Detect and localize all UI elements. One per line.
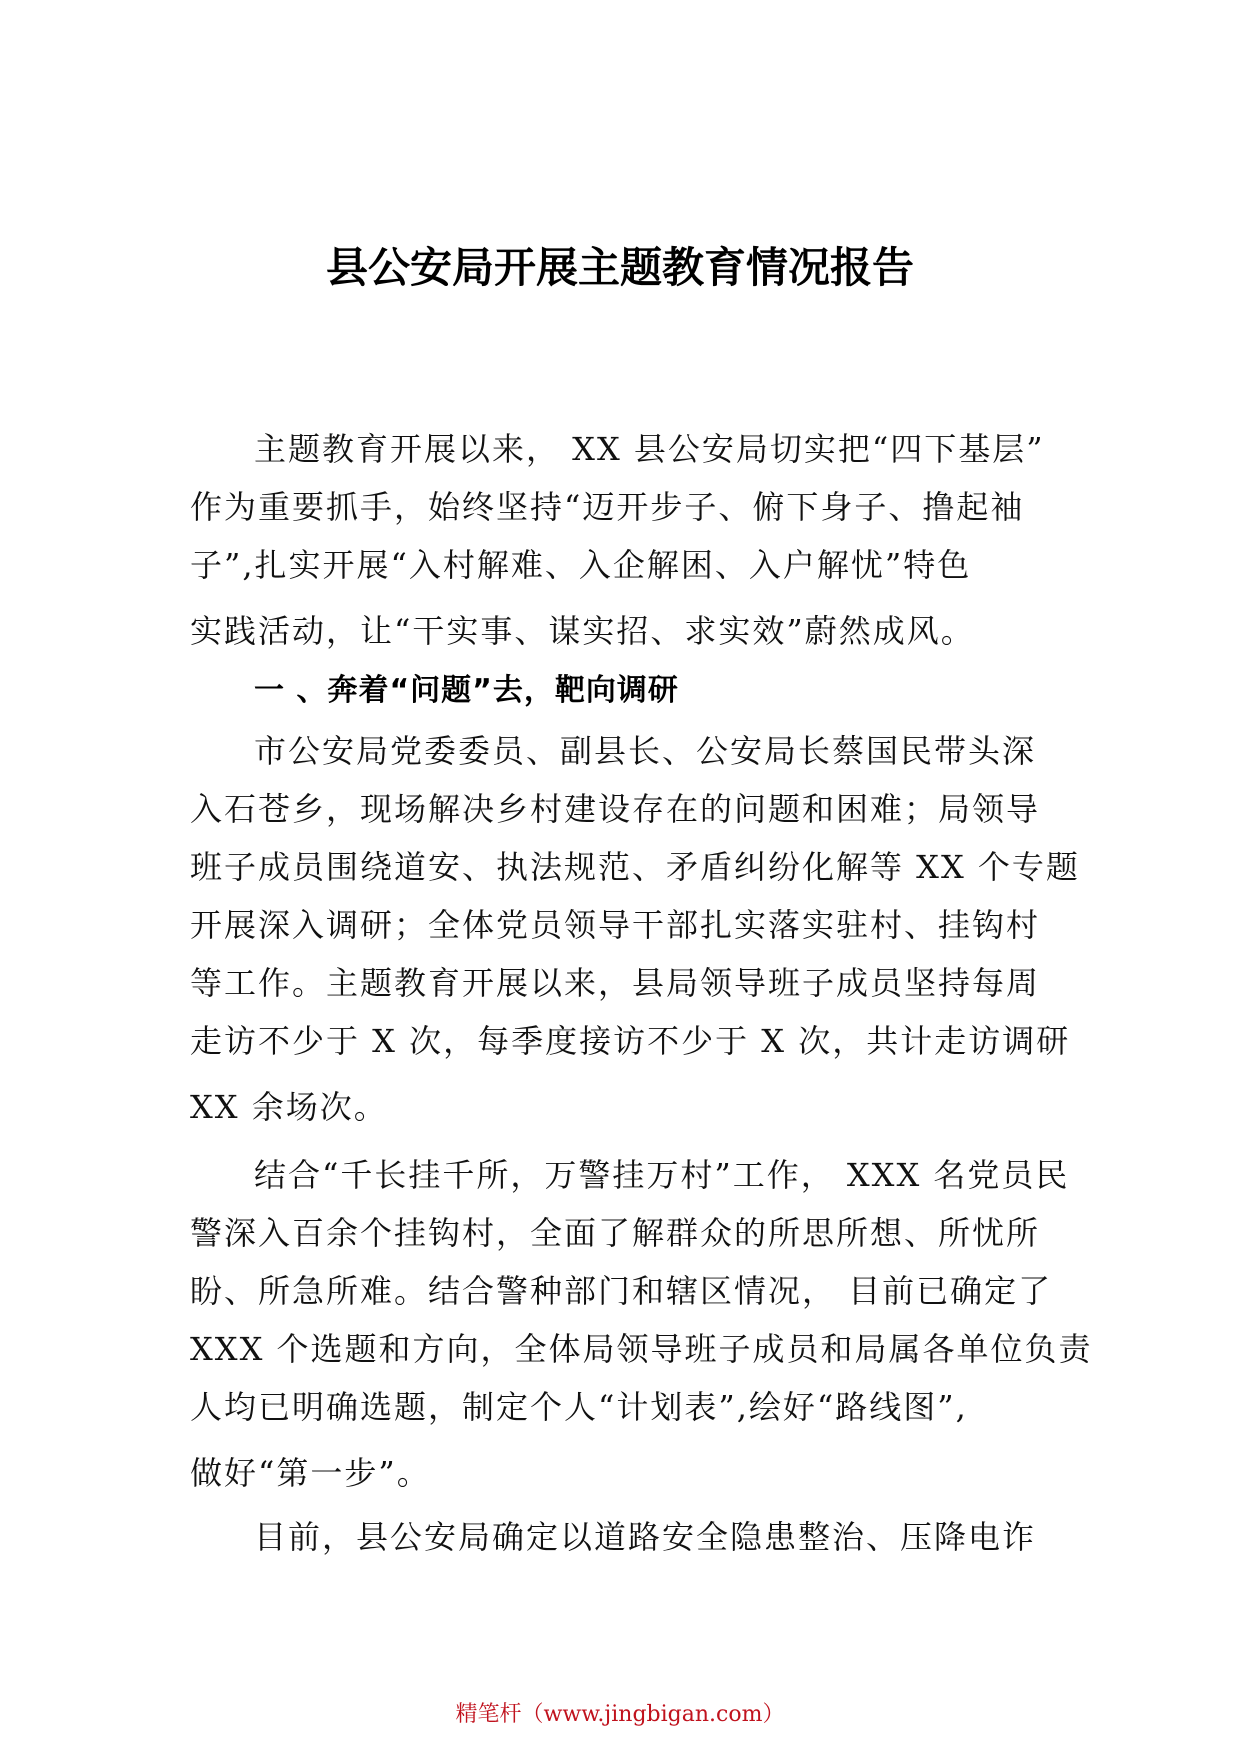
text-line: 目前，县公安局确定以道路安全隐患整治、压降电诈 <box>254 1518 1037 1556</box>
section-paragraph <box>190 722 1080 1136</box>
document-body <box>190 420 1093 1566</box>
section-heading: 一 、奔着“问题”去，靶向调研 <box>254 673 679 708</box>
text-line: XXX 个选题和方向，全体局领导班子成员和局属各单位负责 <box>190 1330 1093 1368</box>
text-line: 作为重要抓手，始终坚持“迈开步子、俯下身子、撸起袖 <box>190 488 1025 526</box>
intro-paragraph <box>190 420 1060 660</box>
text-line: 结合“千长挂千所，万警挂万村”工作， XXX 名党员民 <box>254 1156 1070 1194</box>
text-line: 入石苍乡，现场解决乡村建设存在的问题和困难；局领导 <box>190 790 1041 828</box>
document-title: 县公安局开展主题教育情况报告 <box>325 243 914 292</box>
section-paragraph <box>190 1508 1060 1566</box>
text-line: 市公安局党委委员、副县长、公安局长蔡国民带头深 <box>254 732 1037 770</box>
text-line: XX 余场次。 <box>190 1088 388 1126</box>
text-line: 班子成员围绕道安、执法规范、矛盾纠纷化解等 XX 个专题 <box>190 848 1080 886</box>
text-line: 实践活动，让“干实事、谋实招、求实效”蔚然成风。 <box>190 612 975 650</box>
text-line: 等工作。主题教育开展以来，县局领导班子成员坚持每周 <box>190 964 1041 1002</box>
text-line: 警深入百余个挂钩村，全面了解群众的所思所想、所忧所 <box>190 1214 1041 1252</box>
text-line: 主题教育开展以来， XX 县公安局切实把“四下基层” <box>254 430 1045 468</box>
text-line: 人均已明确选题，制定个人“计划表”,绘好“路线图”, <box>190 1388 968 1426</box>
section-paragraph <box>190 1146 1093 1502</box>
text-line: 盼、所急所难。结合警种部门和辖区情况， 目前已确定了 <box>190 1272 1053 1310</box>
footer-watermark: 精笔杆（www.jingbigan.com） <box>455 1702 785 1727</box>
text-line: 开展深入调研；全体党员领导干部扎实落实驻村、挂钩村 <box>190 906 1041 944</box>
text-line: 走访不少于 X 次，每季度接访不少于 X 次，共计走访调研 <box>190 1022 1071 1060</box>
text-line: 子”,扎实开展“入村解难、入企解困、入户解忧”特色 <box>190 546 972 584</box>
text-line: 做好“第一步”。 <box>190 1454 431 1492</box>
